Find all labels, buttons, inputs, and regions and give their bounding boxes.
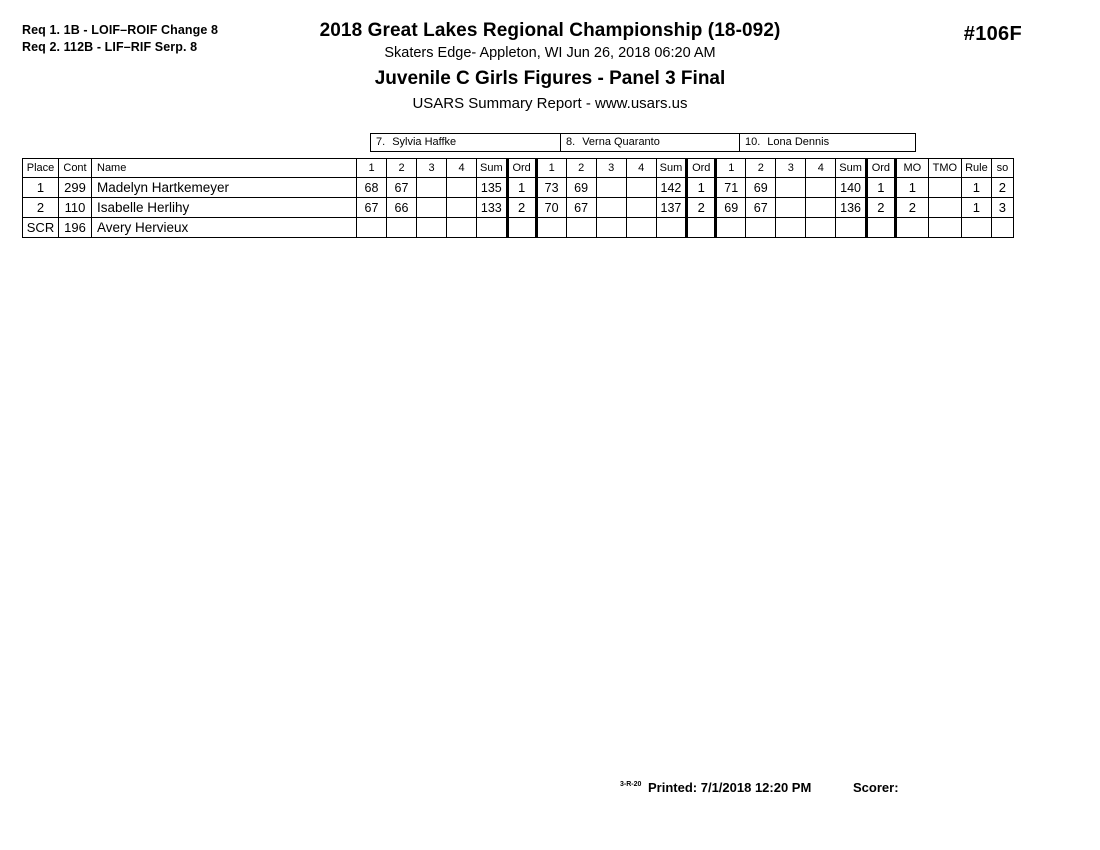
cell-place: 2	[23, 198, 59, 218]
cell-mo: 2	[895, 198, 928, 218]
cell-j1-sum: 133	[477, 198, 508, 218]
col-header-j3-ord: Ord	[866, 159, 895, 178]
cell-j2-ord: 1	[687, 178, 716, 198]
cell-j1-f2: 67	[387, 178, 417, 198]
cell-j1-ord: 2	[507, 198, 536, 218]
cell-j3-sum	[836, 218, 867, 238]
cell-mo	[895, 218, 928, 238]
col-header-j2-ord: Ord	[687, 159, 716, 178]
cell-j2-f4	[626, 178, 656, 198]
cell-j3-f4	[806, 178, 836, 198]
col-header-j1-f1: 1	[357, 159, 387, 178]
col-header-cont: Cont	[59, 159, 92, 178]
cell-j3-ord: 1	[866, 178, 895, 198]
cell-j3-f1: 69	[716, 198, 746, 218]
cell-j1-f3	[417, 218, 447, 238]
cell-j2-sum	[656, 218, 687, 238]
cell-j2-f2: 67	[566, 198, 596, 218]
cell-j1-f3	[417, 198, 447, 218]
cell-j2-f3	[596, 218, 626, 238]
col-header-j3-f2: 2	[746, 159, 776, 178]
judge-cell-2	[560, 133, 739, 152]
cell-j2-f1: 70	[536, 198, 566, 218]
cell-tmo	[928, 178, 961, 198]
cell-j1-ord: 1	[507, 178, 536, 198]
cell-rule	[961, 218, 991, 238]
cell-j2-f3	[596, 178, 626, 198]
judge-number-1: 7.	[376, 136, 386, 148]
cell-j3-f4	[806, 218, 836, 238]
cell-so: 3	[991, 198, 1013, 218]
table-row	[23, 178, 1014, 198]
col-header-name: Name	[92, 159, 357, 178]
judge-cell-3	[739, 133, 916, 152]
cell-j3-f3	[776, 198, 806, 218]
cell-place: 1	[23, 178, 59, 198]
cell-tmo	[928, 198, 961, 218]
cell-name: Isabelle Herlihy	[92, 198, 357, 218]
cell-tmo	[928, 218, 961, 238]
table-row	[23, 198, 1014, 218]
col-header-place: Place	[23, 159, 59, 178]
col-header-so: so	[991, 159, 1013, 178]
cell-j2-sum: 137	[656, 198, 687, 218]
cell-cont: 299	[59, 178, 92, 198]
cell-j2-ord: 2	[687, 198, 716, 218]
cell-j1-f4	[447, 178, 477, 198]
footer-code: 3-R-20	[620, 781, 642, 788]
col-header-j1-f3: 3	[417, 159, 447, 178]
col-header-j2-f2: 2	[566, 159, 596, 178]
cell-name: Madelyn Hartkemeyer	[92, 178, 357, 198]
judge-name-3: Lona Dennis	[767, 136, 830, 148]
printed-timestamp: Printed: 7/1/2018 12:20 PM	[648, 780, 812, 795]
cell-so: 2	[991, 178, 1013, 198]
cell-j2-sum: 142	[656, 178, 687, 198]
col-header-j3-f3: 3	[776, 159, 806, 178]
col-header-j2-f4: 4	[626, 159, 656, 178]
venue-line: Skaters Edge- Appleton, WI Jun 26, 2018 06:20 AM	[384, 45, 716, 61]
judge-name-2: Verna Quaranto	[582, 136, 660, 148]
cell-j3-f1: 71	[716, 178, 746, 198]
page-title: 2018 Great Lakes Regional Championship (18-092)	[319, 20, 781, 41]
col-header-j2-f3: 3	[596, 159, 626, 178]
cell-j3-f3	[776, 218, 806, 238]
cell-mo: 1	[895, 178, 928, 198]
cell-j3-f2: 69	[746, 178, 776, 198]
cell-cont: 110	[59, 198, 92, 218]
cell-j1-f2: 66	[387, 198, 417, 218]
cell-j3-f1	[716, 218, 746, 238]
cell-j1-sum: 135	[477, 178, 508, 198]
judge-number-2: 8.	[566, 136, 576, 148]
report-subtitle: USARS Summary Report - www.usars.us	[412, 95, 688, 112]
table-row	[23, 218, 1014, 238]
col-header-j1-ord: Ord	[507, 159, 536, 178]
cell-j3-ord: 2	[866, 198, 895, 218]
cell-j1-f1	[357, 218, 387, 238]
requirement-1: Req 1. 1B - LOIF–ROIF Change 8	[22, 23, 219, 37]
cell-j3-f4	[806, 198, 836, 218]
cell-j3-sum: 136	[836, 198, 867, 218]
cell-j2-f4	[626, 218, 656, 238]
cell-cont: 196	[59, 218, 92, 238]
cell-j1-f4	[447, 218, 477, 238]
col-header-j3-sum: Sum	[836, 159, 867, 178]
judge-number-3: 10.	[745, 136, 761, 148]
col-header-j2-sum: Sum	[656, 159, 687, 178]
col-header-j3-f1: 1	[716, 159, 746, 178]
cell-j2-f1	[536, 218, 566, 238]
cell-rule: 1	[961, 198, 991, 218]
cell-j2-f2	[566, 218, 596, 238]
cell-name: Avery Hervieux	[92, 218, 357, 238]
scorer-label: Scorer:	[853, 780, 899, 795]
col-header-tmo: TMO	[928, 159, 961, 178]
requirement-2: Req 2. 112B - LIF–RIF Serp. 8	[22, 40, 198, 54]
cell-j1-f1: 68	[357, 178, 387, 198]
cell-j1-f3	[417, 178, 447, 198]
cell-j1-f2	[387, 218, 417, 238]
table-header-row	[23, 159, 1014, 178]
cell-j1-sum	[477, 218, 508, 238]
cell-j1-f4	[447, 198, 477, 218]
cell-j2-f3	[596, 198, 626, 218]
cell-j1-f1: 67	[357, 198, 387, 218]
cell-j3-ord	[866, 218, 895, 238]
cell-j2-f4	[626, 198, 656, 218]
table-body	[23, 178, 1014, 238]
col-header-j1-sum: Sum	[477, 159, 508, 178]
event-title: Juvenile C Girls Figures - Panel 3 Final	[374, 68, 726, 89]
cell-j2-f1: 73	[536, 178, 566, 198]
cell-so	[991, 218, 1013, 238]
judge-cell-1	[370, 133, 560, 152]
col-header-mo: MO	[895, 159, 928, 178]
judge-name-1: Sylvia Haffke	[392, 136, 457, 148]
cell-j3-f2: 67	[746, 198, 776, 218]
event-number: #106F	[963, 23, 1022, 45]
cell-j3-sum: 140	[836, 178, 867, 198]
col-header-j2-f1: 1	[536, 159, 566, 178]
cell-j3-f2	[746, 218, 776, 238]
cell-j2-ord	[687, 218, 716, 238]
col-header-rule: Rule	[961, 159, 991, 178]
cell-j1-ord	[507, 218, 536, 238]
cell-j3-f3	[776, 178, 806, 198]
cell-place: SCR	[23, 218, 59, 238]
col-header-j1-f2: 2	[387, 159, 417, 178]
title-block	[0, 20, 1100, 115]
results-table	[22, 158, 1014, 238]
judges-header	[370, 133, 916, 152]
cell-rule: 1	[961, 178, 991, 198]
col-header-j1-f4: 4	[447, 159, 477, 178]
col-header-j3-f4: 4	[806, 159, 836, 178]
cell-j2-f2: 69	[566, 178, 596, 198]
